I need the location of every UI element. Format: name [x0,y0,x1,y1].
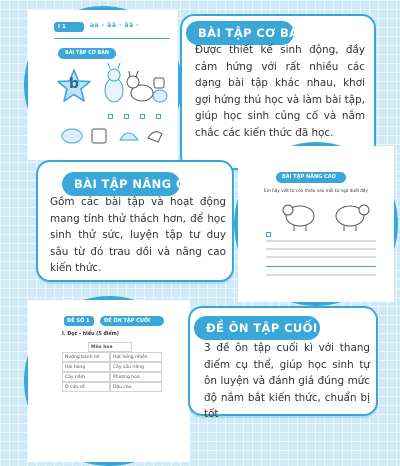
review-worksheet-tag: ĐỀ SỐ 1 [64,316,94,326]
advanced-worksheet-question: Em hãy viết từ còn thiếu vào mỗi từ ngữ dưới đây [264,188,368,193]
sheep-illustration-icon [278,198,378,232]
advanced-worksheet [238,146,394,302]
basic-worksheet [28,10,178,160]
review-table-row-4-b: Dậu cao [110,382,162,392]
animal-illustration-icon [100,60,170,108]
review-worksheet-chip: ĐỀ ÔN TẬP CUỐI [100,316,164,326]
review-title: ĐỀ ÔN TẬP CUỐI KÌ [194,316,320,340]
basic-description: Được thiết kế sinh động, đầy cảm hứng với rất nhiều các dạng bài tập khác nhau, khơi gợi hứng thú học và làm bài tập, giúp học sinh củng cố và nắm chắc các kiến thức đã học. [195,44,365,139]
advanced-preview-circle [234,142,398,306]
basic-worksheet-letters: aa - ăă - ââ - [90,22,140,29]
basic-preview-circle [24,6,182,164]
review-worksheet [28,300,190,462]
advanced-description: Gồm các bài tập và hoạt động mang tính thử thách hơn, để học sinh thử sức, luyện tập tư duy sâu từ đó trau dồi và nâng cao kiến thức. [50,196,226,275]
worksheet-pictures-icon [58,122,168,148]
basic-title: BÀI TẬP CƠ BẢN [186,21,294,45]
review-table-row-2-b: Cây sầu riêng [110,362,162,372]
review-worksheet-section: I. Đọc - hiểu (5 điểm) [62,332,119,337]
basic-worksheet-chip: BÀI TẬP CƠ BẢN [58,48,116,59]
review-table-row-1-a: Nướng bánh mì [62,352,110,362]
review-description: 3 đề ôn tập cuối kì với thang điểm cụ thể, giúp học sinh tự ôn luyện và đánh giá đúng mức độ nắm bắt kiến thức, chuẩn bị tốt [204,342,370,421]
review-table-row-4-a: Ô cửa sổ [62,382,110,392]
review-table-row-2-a: Hái hồng [62,362,110,372]
review-table-row-1-b: Hạt hồng nhiên [110,352,162,362]
advanced-worksheet-chip: BÀI TẬP NÂNG CAO [276,172,346,183]
review-preview-circle [24,296,194,466]
review-table-row-3-b: Phượng hoa [110,372,162,382]
review-table-row-3-a: Cây nấm [62,372,110,382]
review-table-header: Mèo hoa [88,342,132,352]
advanced-title: BÀI TẬP NÂNG CAO [62,172,180,196]
star-letter: b [68,76,80,92]
basic-worksheet-tag: I 1 [54,22,84,32]
